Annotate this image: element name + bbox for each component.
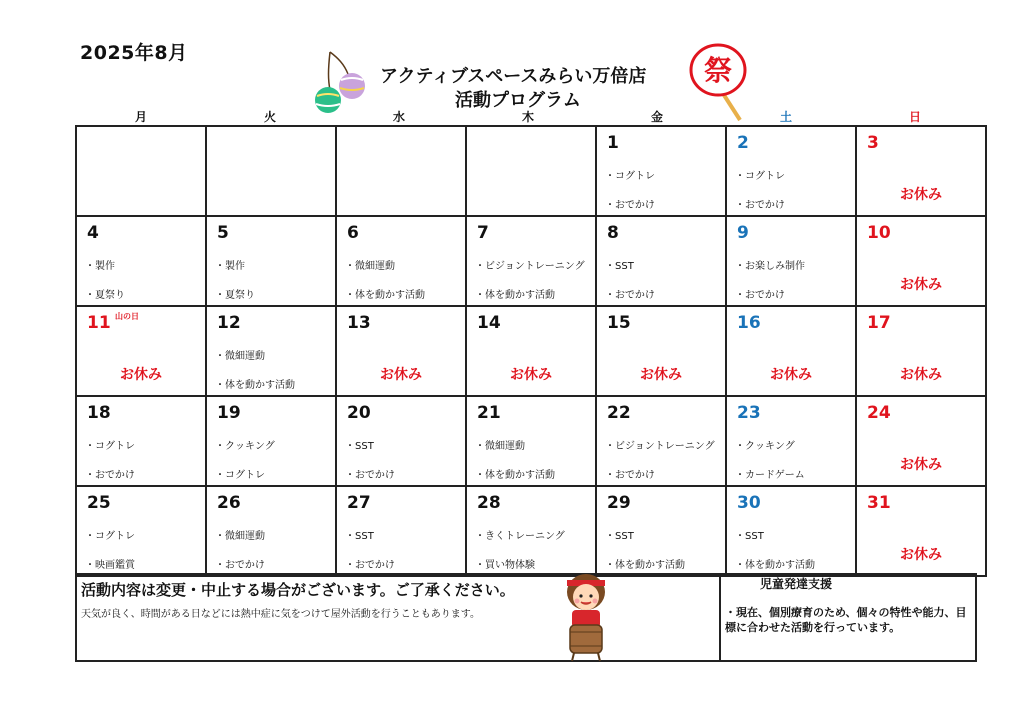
day-number: 29 xyxy=(607,493,631,513)
day-cell xyxy=(336,306,466,396)
activity-item: ・きくトレーニング xyxy=(475,531,565,542)
activity-item: ・クッキング xyxy=(735,441,795,452)
day-number: 20 xyxy=(347,403,371,423)
day-number: 10 xyxy=(867,223,891,243)
activity-item: ・微細運動 xyxy=(215,351,265,362)
calendar-grid xyxy=(75,125,987,577)
activity-item: ・お楽しみ制作 xyxy=(735,261,805,272)
day-number: 19 xyxy=(217,403,241,423)
activity-item: ・体を動かす活動 xyxy=(475,470,555,481)
day-number: 7 xyxy=(477,223,489,243)
day-cell xyxy=(76,306,206,396)
activity-item: ・コグトレ xyxy=(215,470,265,481)
closed-label: お休み xyxy=(900,367,942,383)
weekday-header: 日 xyxy=(908,110,921,124)
day-cell xyxy=(76,486,206,576)
day-number: 9 xyxy=(737,223,749,243)
calendar-week xyxy=(76,306,986,396)
activity-item: ・SST xyxy=(345,531,374,542)
day-cell xyxy=(466,486,596,576)
activity-item: ・コグトレ xyxy=(85,531,135,542)
day-number: 6 xyxy=(347,223,359,243)
closed-label: お休み xyxy=(770,367,812,383)
calendar-week xyxy=(76,216,986,306)
closed-label: お休み xyxy=(900,187,942,203)
activity-item: ・買い物体験 xyxy=(475,560,535,571)
activity-item: ・体を動かす活動 xyxy=(605,560,685,571)
day-cell xyxy=(76,396,206,486)
day-cell xyxy=(856,486,986,576)
day-cell xyxy=(206,306,336,396)
weekday-header: 金 xyxy=(650,110,663,124)
day-number: 26 xyxy=(217,493,241,513)
closed-label: お休み xyxy=(380,367,422,383)
day-number: 21 xyxy=(477,403,501,423)
activity-item: ・SST xyxy=(735,531,764,542)
closed-label: お休み xyxy=(900,547,942,563)
day-cell xyxy=(206,486,336,576)
activity-item: ・映画鑑賞 xyxy=(85,560,135,571)
day-cell xyxy=(466,306,596,396)
day-cell xyxy=(466,126,596,216)
activity-item: ・おでかけ xyxy=(605,470,655,481)
day-cell xyxy=(726,486,856,576)
activity-item: ・クッキング xyxy=(215,441,275,452)
closed-label: お休み xyxy=(900,277,942,293)
activity-item: ・おでかけ xyxy=(215,560,265,571)
day-cell xyxy=(856,396,986,486)
activity-item: ・ビジョントレーニング xyxy=(605,441,715,452)
activity-item: ・コグトレ xyxy=(605,171,655,182)
activity-item: ・SST xyxy=(345,441,374,452)
day-cell xyxy=(596,216,726,306)
activity-item: ・SST xyxy=(605,261,634,272)
activity-item: ・コグトレ xyxy=(85,441,135,452)
day-cell xyxy=(206,396,336,486)
activity-item: ・コグトレ xyxy=(735,171,785,182)
activity-item: ・体を動かす活動 xyxy=(475,290,555,301)
taiko-drummer-illustration xyxy=(556,570,616,662)
day-number: 22 xyxy=(607,403,631,423)
day-cell xyxy=(726,306,856,396)
activity-item: ・体を動かす活動 xyxy=(735,560,815,571)
activity-item: ・おでかけ xyxy=(605,290,655,301)
day-number: 8 xyxy=(607,223,619,243)
activity-item: ・夏祭り xyxy=(215,290,255,301)
day-number: 31 xyxy=(867,493,891,513)
activity-item: ・おでかけ xyxy=(605,200,655,211)
day-number: 2 xyxy=(737,133,749,153)
footer-divider xyxy=(719,575,721,660)
day-number: 14 xyxy=(477,313,501,333)
day-number: 28 xyxy=(477,493,501,513)
activity-item: ・夏祭り xyxy=(85,290,125,301)
day-cell xyxy=(856,216,986,306)
weekday-header: 土 xyxy=(779,110,792,124)
weekday-header: 月 xyxy=(134,110,147,124)
activity-item: ・体を動かす活動 xyxy=(215,380,295,391)
calendar-week xyxy=(76,396,986,486)
day-number: 15 xyxy=(607,313,631,333)
day-cell xyxy=(466,396,596,486)
day-number: 13 xyxy=(347,313,371,333)
day-cell xyxy=(76,126,206,216)
closed-label: お休み xyxy=(510,367,552,383)
facility-name: アクティブスペースみらい万倍店 xyxy=(380,66,647,87)
day-cell xyxy=(596,396,726,486)
day-number: 3 xyxy=(867,133,879,153)
activity-item: ・製作 xyxy=(215,261,245,272)
day-number: 30 xyxy=(737,493,761,513)
service-title: 児童発達支援 xyxy=(760,577,833,591)
day-cell xyxy=(856,306,986,396)
day-number: 25 xyxy=(87,493,111,513)
day-cell xyxy=(76,216,206,306)
day-number: 18 xyxy=(87,403,111,423)
day-cell xyxy=(206,216,336,306)
activity-item: ・微細運動 xyxy=(215,531,265,542)
day-number: 16 xyxy=(737,313,761,333)
closed-label: お休み xyxy=(640,367,682,383)
activity-item: ・ビジョントレーニング xyxy=(475,261,585,272)
program-title: 活動プログラム xyxy=(455,90,581,111)
weekday-header: 火 xyxy=(263,110,276,124)
activity-item: ・SST xyxy=(605,531,634,542)
day-cell xyxy=(336,126,466,216)
activity-item: ・微細運動 xyxy=(475,441,525,452)
day-number: 23 xyxy=(737,403,761,423)
day-cell xyxy=(596,306,726,396)
day-cell xyxy=(206,126,336,216)
day-number: 4 xyxy=(87,223,99,243)
activity-item: ・おでかけ xyxy=(345,470,395,481)
closed-label: お休み xyxy=(120,367,162,383)
day-cell xyxy=(726,216,856,306)
closed-label: お休み xyxy=(900,457,942,473)
day-cell xyxy=(856,126,986,216)
activity-item: ・おでかけ xyxy=(345,560,395,571)
fan-character: 祭 xyxy=(703,54,733,87)
day-cell xyxy=(596,126,726,216)
calendar-week xyxy=(76,126,986,216)
heatstroke-note: 天気が良く、時間がある日などには熱中症に気をつけて屋外活動を行うこともあります。 xyxy=(81,609,480,620)
weekday-header: 木 xyxy=(521,110,534,124)
activity-item: ・微細運動 xyxy=(345,261,395,272)
day-cell xyxy=(596,486,726,576)
calendar-week xyxy=(76,486,986,576)
day-number: 11 xyxy=(87,313,111,333)
day-number: 17 xyxy=(867,313,891,333)
activity-item: ・カードゲーム xyxy=(735,470,805,481)
activity-item: ・体を動かす活動 xyxy=(345,290,425,301)
day-cell xyxy=(726,126,856,216)
activity-item: ・おでかけ xyxy=(735,290,785,301)
day-cell xyxy=(466,216,596,306)
change-notice: 活動内容は変更・中止する場合がございます。ご了承ください。 xyxy=(81,581,515,599)
activity-item: ・おでかけ xyxy=(85,470,135,481)
weekday-header: 水 xyxy=(392,110,405,124)
holiday-label: 山の日 xyxy=(115,312,139,321)
day-cell xyxy=(336,486,466,576)
day-number: 12 xyxy=(217,313,241,333)
footer-panel xyxy=(75,573,977,662)
month-title: 2025年8月 xyxy=(80,42,188,64)
day-cell xyxy=(336,216,466,306)
day-number: 1 xyxy=(607,133,619,153)
service-description: ・現在、個別療育のため、個々の特性や能力、目標に合わせた活動を行っています。 xyxy=(725,606,967,634)
day-number: 5 xyxy=(217,223,229,243)
day-cell xyxy=(726,396,856,486)
day-number: 27 xyxy=(347,493,371,513)
day-cell xyxy=(336,396,466,486)
activity-item: ・製作 xyxy=(85,261,115,272)
day-number: 24 xyxy=(867,403,891,423)
activity-item: ・おでかけ xyxy=(735,200,785,211)
